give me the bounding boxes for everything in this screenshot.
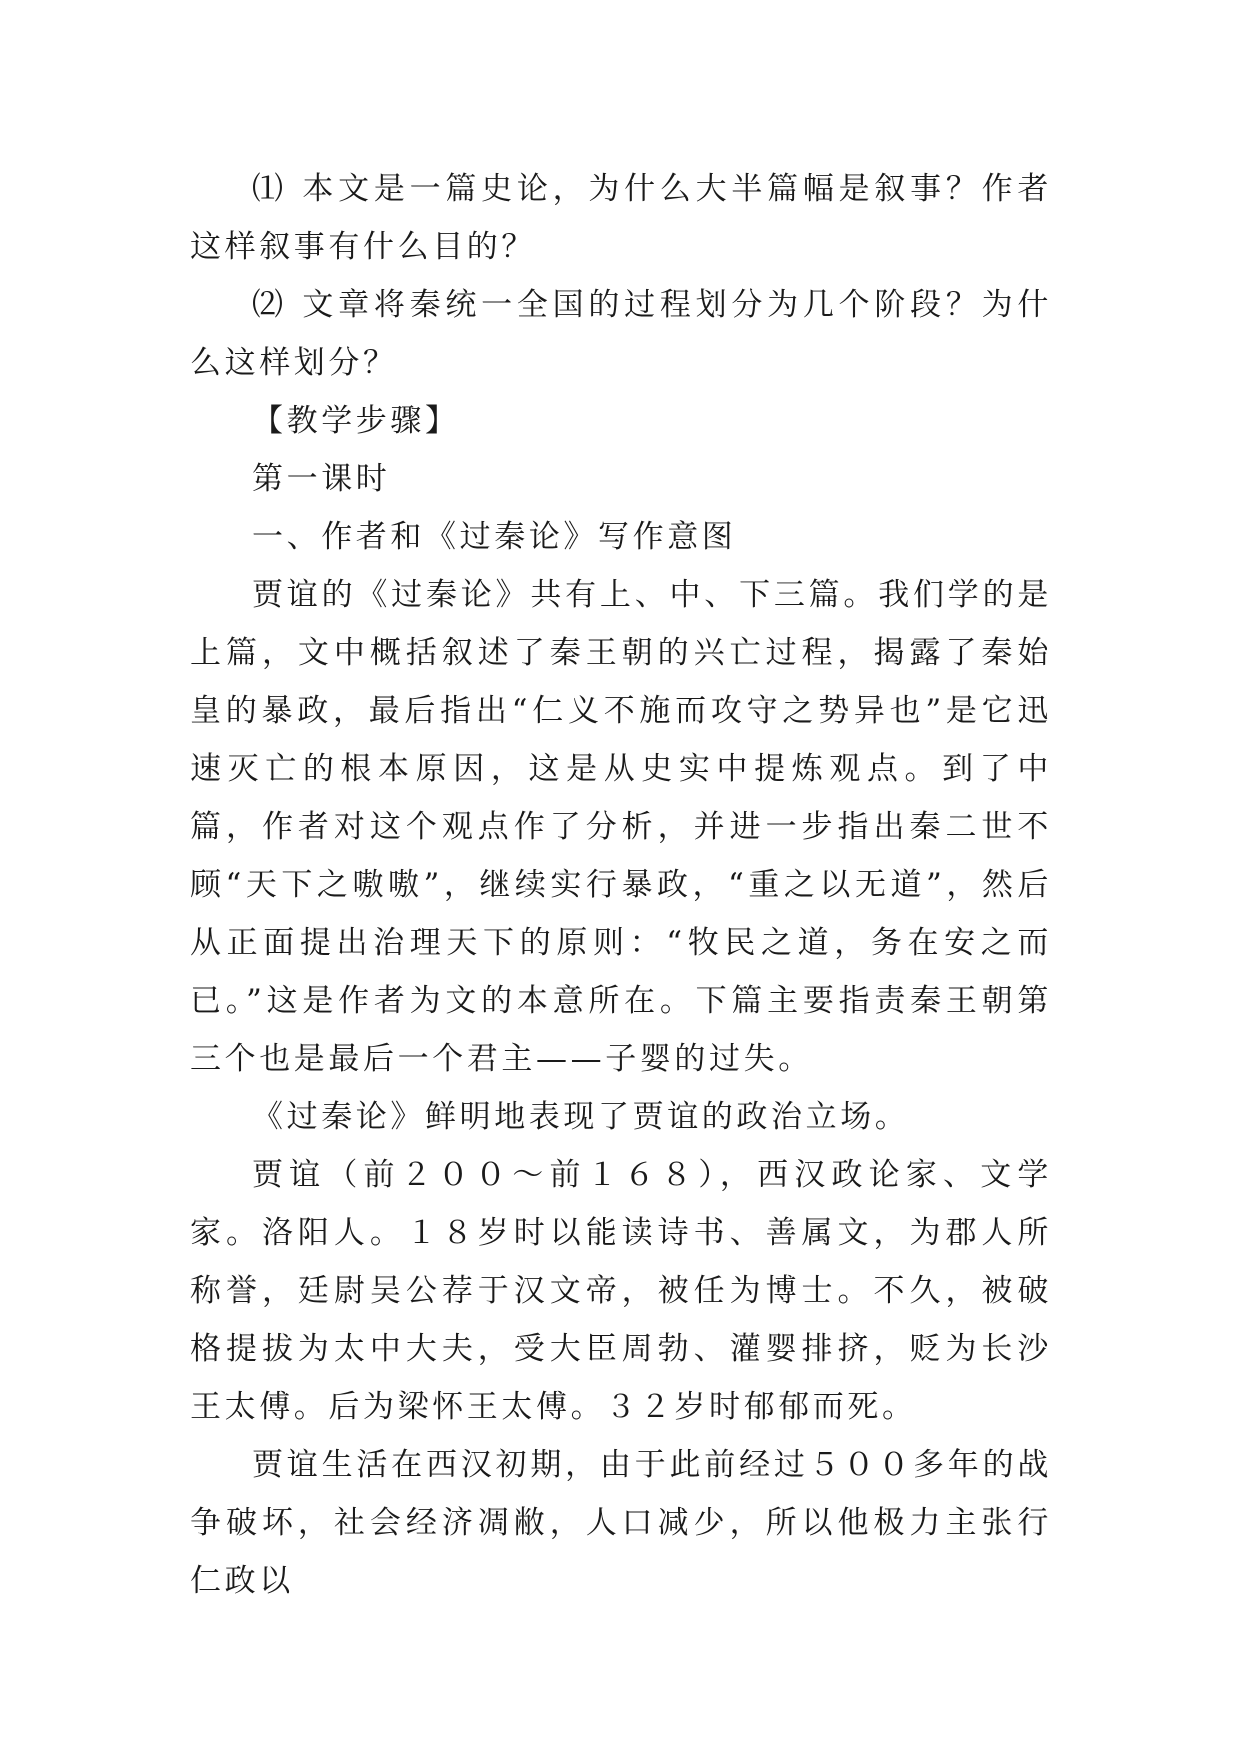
paragraph-biography: 贾谊（前２００～前１６８），西汉政论家、文学家。洛阳人。１８岁时以能读诗书、善属文，为郡人所称誉，廷尉吴公荐于汉文帝，被任为博士。不久，被破格提拔为太中大夫，受大臣周勃、灌婴排挤，贬为长沙王太傅。后为梁怀王太傅。３２岁时郁郁而死。 bbox=[190, 1157, 1052, 1425]
document-body bbox=[190, 160, 1052, 1610]
question-1: ⑴ 本文是一篇史论，为什么大半篇幅是叙事？作者这样叙事有什么目的？ bbox=[190, 171, 1052, 265]
lesson-heading: 第一课时 bbox=[252, 461, 391, 497]
paragraph-intro: 贾谊的《过秦论》共有上、中、下三篇。我们学的是上篇，文中概括叙述了秦王朝的兴亡过程，揭露了秦始皇的暴政，最后指出“仁义不施而攻守之势异也”是它迅速灭亡的根本原因，这是从史实中提炼观点。到了中篇，作者对这个观点作了分析，并进一步指出秦二世不顾“天下之嗷嗷”，继续实行暴政，“重之以无道”，然后从正面提出治理天下的原则：“牧民之道，务在安之而已。”这是作者为文的本意所在。下篇主要指责秦王朝第三个也是最后一个君主——子婴的过失。 bbox=[190, 577, 1052, 1077]
section-heading-teaching-steps: 【教学步骤】 bbox=[252, 403, 460, 439]
paragraph-stance: 《过秦论》鲜明地表现了贾谊的政治立场。 bbox=[252, 1099, 910, 1135]
question-2: ⑵ 文章将秦统一全国的过程划分为几个阶段？为什么这样划分？ bbox=[190, 287, 1052, 381]
paragraph-background: 贾谊生活在西汉初期，由于此前经过５００多年的战争破坏，社会经济凋敝，人口减少，所以他极力主张行仁政以 bbox=[190, 1447, 1052, 1599]
subsection-heading: 一、作者和《过秦论》写作意图 bbox=[252, 519, 737, 555]
